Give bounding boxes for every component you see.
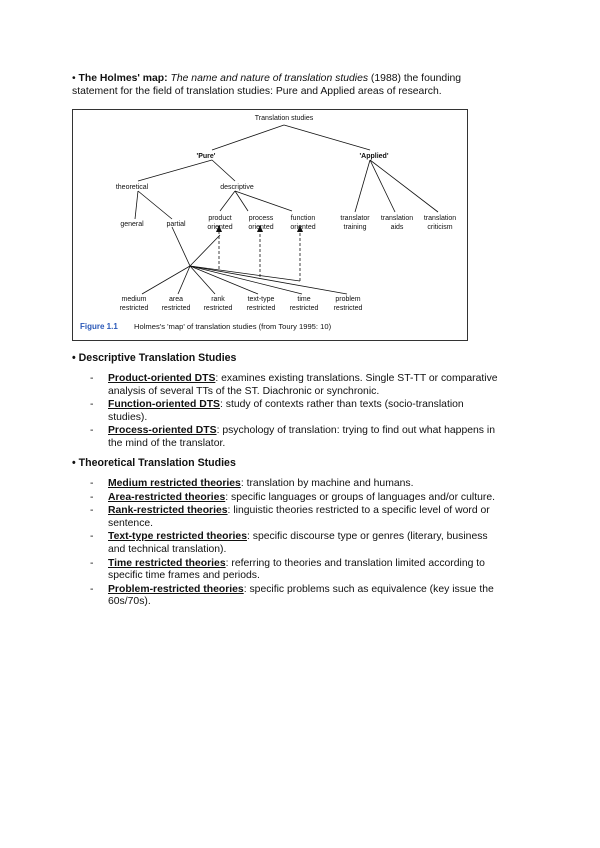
tts-desc-time-2: specific time frames and periods. — [108, 570, 260, 582]
node-problem-restricted-2: restricted — [333, 305, 363, 312]
node-process-oriented-2: oriented — [248, 224, 274, 231]
list-item — [90, 584, 530, 609]
tts-desc-area: : specific languages or groups of languages and/or culture. — [225, 491, 495, 503]
node-problem-restricted-1: problem — [335, 296, 361, 303]
node-time-restricted-2: restricted — [289, 305, 319, 312]
dts-desc-product-2: analysis of several TTs of the ST. Diachronic or synchronic. — [108, 385, 380, 397]
tts-desc-medium: : translation by machine and humans. — [240, 478, 414, 489]
tts-term-medium: Medium restricted theories — [108, 478, 241, 489]
node-translator-training-2: training — [343, 224, 367, 231]
intro-paragraph — [72, 72, 532, 98]
node-translation-studies: Translation studies — [254, 115, 314, 122]
tts-heading: • Theoretical Translation Studies — [72, 457, 236, 469]
list-item — [90, 505, 530, 530]
dash: - — [90, 373, 94, 384]
intro-rest: (1988) the founding — [368, 73, 462, 84]
dash: - — [90, 531, 94, 543]
dts-term-product: Product-oriented DTS — [108, 373, 216, 384]
node-medium-restricted-2: restricted — [119, 305, 149, 312]
node-time-restricted-1: time — [297, 296, 311, 303]
tts-desc-time-1: : referring to theories and translation limited according to — [225, 557, 485, 569]
list-item — [90, 492, 530, 505]
dts-list — [90, 373, 530, 452]
node-translation-criticism-1: translation — [423, 215, 457, 222]
dash: - — [90, 505, 94, 517]
dash: - — [90, 491, 94, 503]
figure-caption-text: Holmes's 'map' of translation studies (from Toury 1995: 10) — [134, 322, 332, 331]
node-partial: partial — [166, 221, 186, 228]
node-translator-training-1: translator — [340, 215, 370, 222]
dts-desc-function-1: : study of contexts rather than texts (socio-translation — [219, 399, 464, 411]
dts-desc-process-2: the mind of the translator. — [108, 437, 226, 449]
dts-term-function: Function-oriented DTS — [108, 399, 220, 411]
list-item — [90, 399, 530, 424]
node-descriptive: descriptive — [220, 184, 254, 191]
dash: - — [90, 478, 94, 489]
tts-desc-problem-2: 60s/70s). — [108, 596, 151, 608]
node-translation-aids-1: translation — [380, 215, 414, 222]
tts-list — [90, 478, 530, 610]
bullet: • — [72, 73, 76, 84]
tts-desc-text-type-1: : specific discourse type or genres (literary, business — [246, 531, 488, 543]
node-product-oriented-2: oriented — [207, 224, 233, 231]
tts-term-area: Area-restricted theories — [108, 491, 226, 503]
list-item — [90, 478, 530, 491]
node-area-restricted-2: restricted — [161, 305, 191, 312]
node-pure: 'Pure' — [196, 153, 216, 160]
intro-line-1 — [72, 72, 532, 85]
dash: - — [90, 583, 94, 595]
tts-term-rank: Rank-restricted theories — [108, 505, 228, 517]
node-product-oriented-1: product — [208, 215, 232, 222]
node-text-type-restricted-2: restricted — [246, 305, 276, 312]
dts-term-process: Process-oriented DTS — [108, 425, 217, 437]
dash: - — [90, 557, 94, 569]
node-rank-restricted-1: rank — [211, 296, 225, 303]
node-translation-aids-2: aids — [390, 224, 404, 231]
node-process-oriented-1: process — [248, 215, 274, 222]
dash: - — [90, 425, 94, 437]
intro-label: The Holmes' map: — [78, 73, 168, 84]
tts-term-time: Time restricted theories — [108, 557, 226, 569]
dts-desc-process-1: : psychology of translation: trying to find out what happens in — [216, 425, 495, 437]
dts-heading: • Descriptive Translation Studies — [72, 352, 237, 364]
node-applied: 'Applied' — [359, 153, 389, 160]
list-item — [90, 373, 530, 398]
node-theoretical: theoretical — [115, 184, 149, 191]
node-function-oriented-2: oriented — [290, 224, 316, 231]
list-item — [90, 531, 530, 556]
tts-desc-text-type-2: and technical translation). — [108, 543, 227, 555]
dts-desc-function-2: studies). — [108, 411, 148, 423]
node-rank-restricted-2: restricted — [203, 305, 233, 312]
node-area-restricted-1: area — [168, 296, 184, 303]
node-function-oriented-1: function — [290, 215, 316, 222]
tts-desc-problem-1: : specific problems such as equivalence (key issue the — [243, 583, 494, 595]
dts-desc-product-1: : examines existing translations. Single ST-TT or comparative — [215, 373, 498, 384]
figure-caption-label: Figure 1.1 — [80, 322, 118, 331]
node-general: general — [120, 221, 144, 228]
node-translation-criticism-2: criticism — [427, 224, 453, 231]
list-item — [90, 558, 530, 583]
tts-term-problem: Problem-restricted theories — [108, 583, 244, 595]
node-text-type-restricted-1: text-type — [247, 296, 275, 303]
intro-book-title: The name and nature of translation studies — [170, 73, 369, 84]
list-item — [90, 425, 530, 450]
node-medium-restricted-1: medium — [121, 296, 147, 303]
intro-line-2: statement for the field of translation studies: Pure and Applied areas of research. — [72, 86, 442, 97]
holmes-map-figure — [72, 109, 468, 341]
dash: - — [90, 399, 94, 411]
tts-desc-rank-2: sentence. — [108, 517, 154, 529]
tts-term-text-type: Text-type restricted theories — [108, 531, 247, 543]
tts-desc-rank-1: : linguistic theories restricted to a specific level of word or — [227, 505, 490, 517]
